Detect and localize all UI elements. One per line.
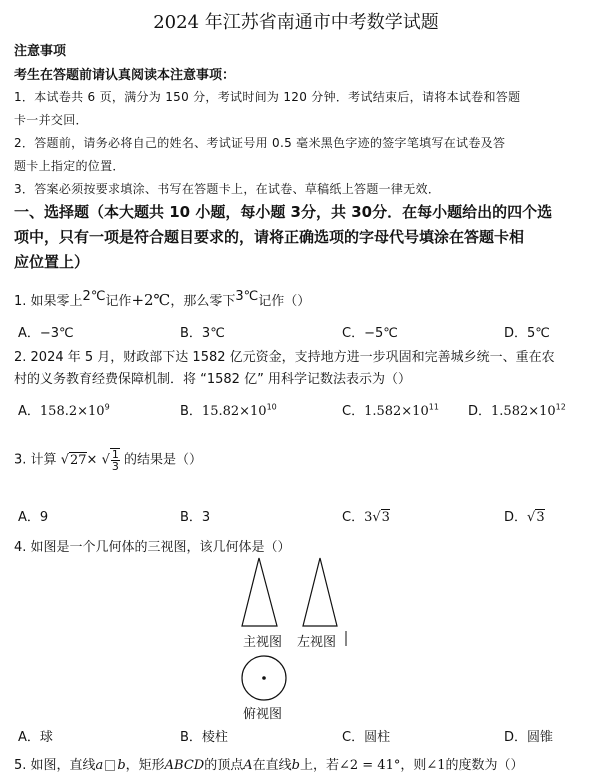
notice-line: 1．本试卷共 6 页，满分为 150 分，考试时间为 120 分钟．考试结束后，请将本试卷和答题 — [14, 90, 521, 104]
notice-line: 2．答题前，请务必将自己的姓名、考试证号用 0.5 毫米黑色字迹的签字笔填写在试卷及答 — [14, 136, 506, 150]
q1-option-d: D．5℃ — [504, 326, 550, 341]
q2-option-a: A．$158.2\times 10^9$ — [18, 402, 110, 419]
q4-option-d: D．圆锥 — [504, 730, 554, 745]
q2-option-d: D．$1.582\times 10^{12}$ — [468, 402, 566, 419]
left-view-label: 左视图 — [297, 635, 337, 650]
question-2-stem: 村的义务教育经费保障机制．将 “1582 亿” 用科学记数法表示为（） — [14, 372, 411, 387]
page-title: 2024 年江苏省南通市中考数学试题 — [153, 12, 439, 33]
q4-option-b: B．棱柱 — [180, 730, 228, 745]
section-heading-line: 项中，只有一项是符合题目要求的，请将正确选项的字母代号填涂在答题卡相 — [14, 228, 525, 246]
q1-option-b: B．3℃ — [180, 326, 225, 341]
top-view-label: 俯视图 — [243, 707, 283, 722]
top-view-center-dot — [262, 676, 266, 680]
left-view-triangle — [303, 558, 337, 626]
notice-line: 3．答案必须按要求填涂、书写在答题卡上，在试卷、草稿纸上答题一律无效． — [14, 182, 441, 196]
q2-option-c: C．$1.582\times 10^{11}$ — [342, 402, 439, 419]
radicand-27: 27 — [69, 452, 87, 468]
q3-option-b: B．3 — [180, 510, 211, 525]
parallel-symbol-box — [105, 760, 115, 771]
notice-line: 题卡上指定的位置． — [14, 159, 125, 173]
front-view-label: 主视图 — [243, 635, 283, 650]
q3-option-a: A．9 — [18, 510, 49, 525]
question-1-stem: 1. 如果零上2℃记作+2℃，那么零下3℃记作（） — [14, 289, 311, 309]
question-2-stem: 2. 2024 年 5 月，财政部下达 1582 亿元资金，支持地方进一步巩固和完善城乡统一、重在农 — [14, 350, 555, 365]
q3-option-d: D．√3 — [504, 510, 545, 525]
section-heading-line: 应位置上） — [14, 253, 90, 271]
q1-option-a: A．−3℃ — [18, 326, 74, 341]
q3-option-c: C．3√3 — [342, 510, 390, 525]
notice-heading: 注意事项 — [14, 44, 67, 59]
question-3-stem: 3. 计算 √27× √ $\frac{1}{3}$ 的结果是（） — [14, 448, 203, 473]
q4-option-c: C．圆柱 — [342, 730, 391, 745]
question-5-stem: 5. 如图，直线a b，矩形ABCD的顶点A在直线b上，若∠2 = 41°，则∠1的度数为（） — [14, 758, 524, 773]
q1-option-c: C．−5℃ — [342, 326, 398, 341]
front-view-triangle — [242, 558, 277, 626]
q2-option-b: B．$15.82\times 10^{10}$ — [180, 402, 277, 419]
q4-option-a: A．球 — [18, 730, 53, 745]
notice-subheading: 考生在答题前请认真阅读本注意事项： — [14, 68, 236, 83]
notice-line: 卡一并交回． — [14, 113, 88, 127]
radical-fraction: $\frac{1}{3}$ — [111, 448, 119, 473]
question-4-stem: 4. 如图是一个几何体的三视图，该几何体是（） — [14, 540, 291, 555]
section-heading-line: 一、选择题（本大题共 10 小题，每小题 3分，共 30分．在每小题给出的四个选 — [14, 203, 553, 221]
